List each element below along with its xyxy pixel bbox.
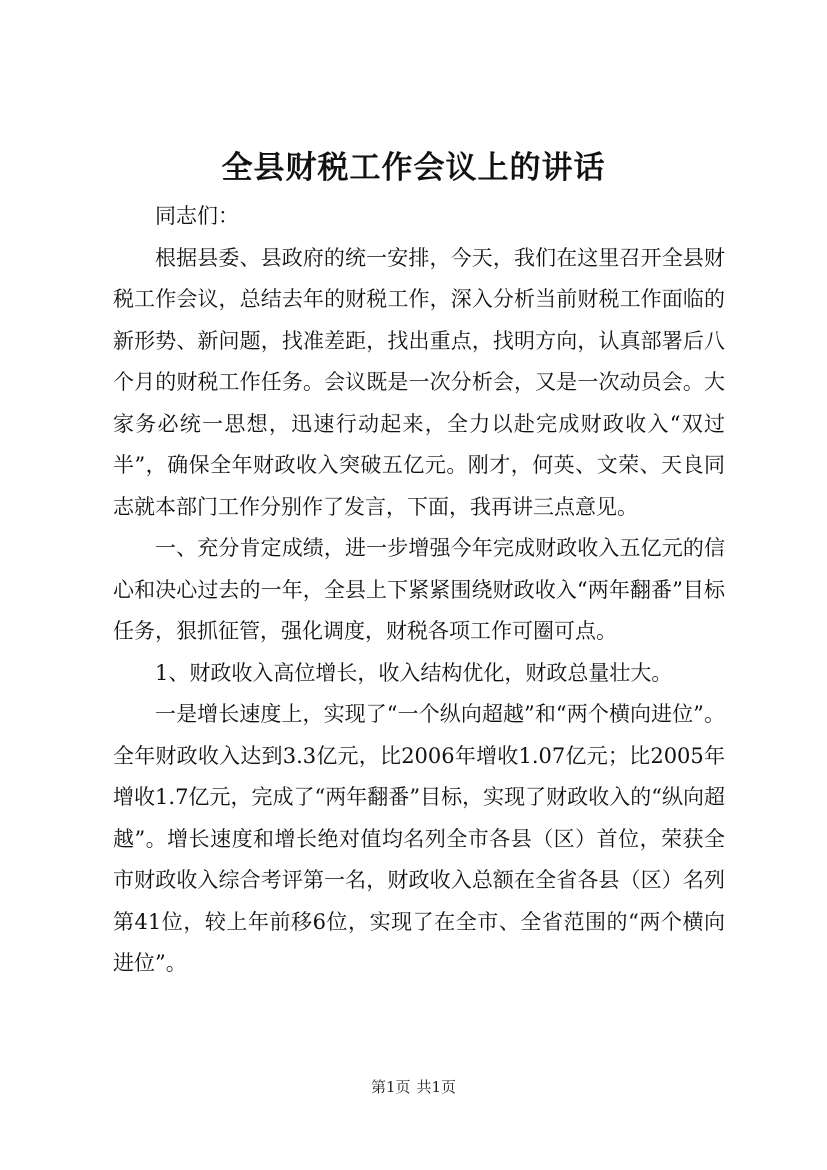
page-footer bbox=[0, 1077, 827, 1097]
page-total: 共1页 bbox=[416, 1078, 457, 1096]
intro-paragraph: 根据县委、县政府的统一安排，今天，我们在这里召开全县财税工作会议，总结去年的财税工作，深入分析当前财税工作面临的新形势、新问题，找准差距，找出重点，找明方向，认真部署后八个月的财税工作任务。会议既是一次分析会，又是一次动员会。大家务必统一思想，迅速行动起来，全力以赴完成财政收入“双过半”，确保全年财政收入突破五亿元。刚才，何英、文荣、天良同志就本部门工作分别作了发言，下面，我再讲三点意见。 bbox=[113, 245, 725, 519]
growth-speed-paragraph: 一是增长速度上，实现了“一个纵向超越”和“两个横向进位”。全年财政收入达到3.3亿元，比2006年增收1.07亿元；比2005年增收1.7亿元，完成了“两年翻番”目标，实现了财政收入的“纵向超越”。增长速度和增长绝对值均名列全市各县（区）首位，荣获全市财政收入综合考评第一名，财政收入总额在全省各县（区）名列第41位，较上年前移6位，实现了在全市、全省范围的“两个横向进位”。 bbox=[113, 702, 725, 975]
document-title: 全县财税工作会议上的讲话 bbox=[221, 150, 606, 186]
document-body bbox=[113, 196, 725, 985]
section-one-paragraph: 一、充分肯定成绩，进一步增强今年完成财政收入五亿元的信心和决心过去的一年，全县上下紧紧围绕财政收入“两年翻番”目标任务，狠抓征管，强化调度，财税各项工作可圈可点。 bbox=[113, 536, 725, 643]
subsection-one-heading: 1、财政收入高位增长，收入结构优化，财政总量壮大。 bbox=[155, 660, 673, 685]
salutation-paragraph: 同志们： bbox=[155, 204, 239, 228]
page-number: 第1页 bbox=[370, 1078, 411, 1096]
